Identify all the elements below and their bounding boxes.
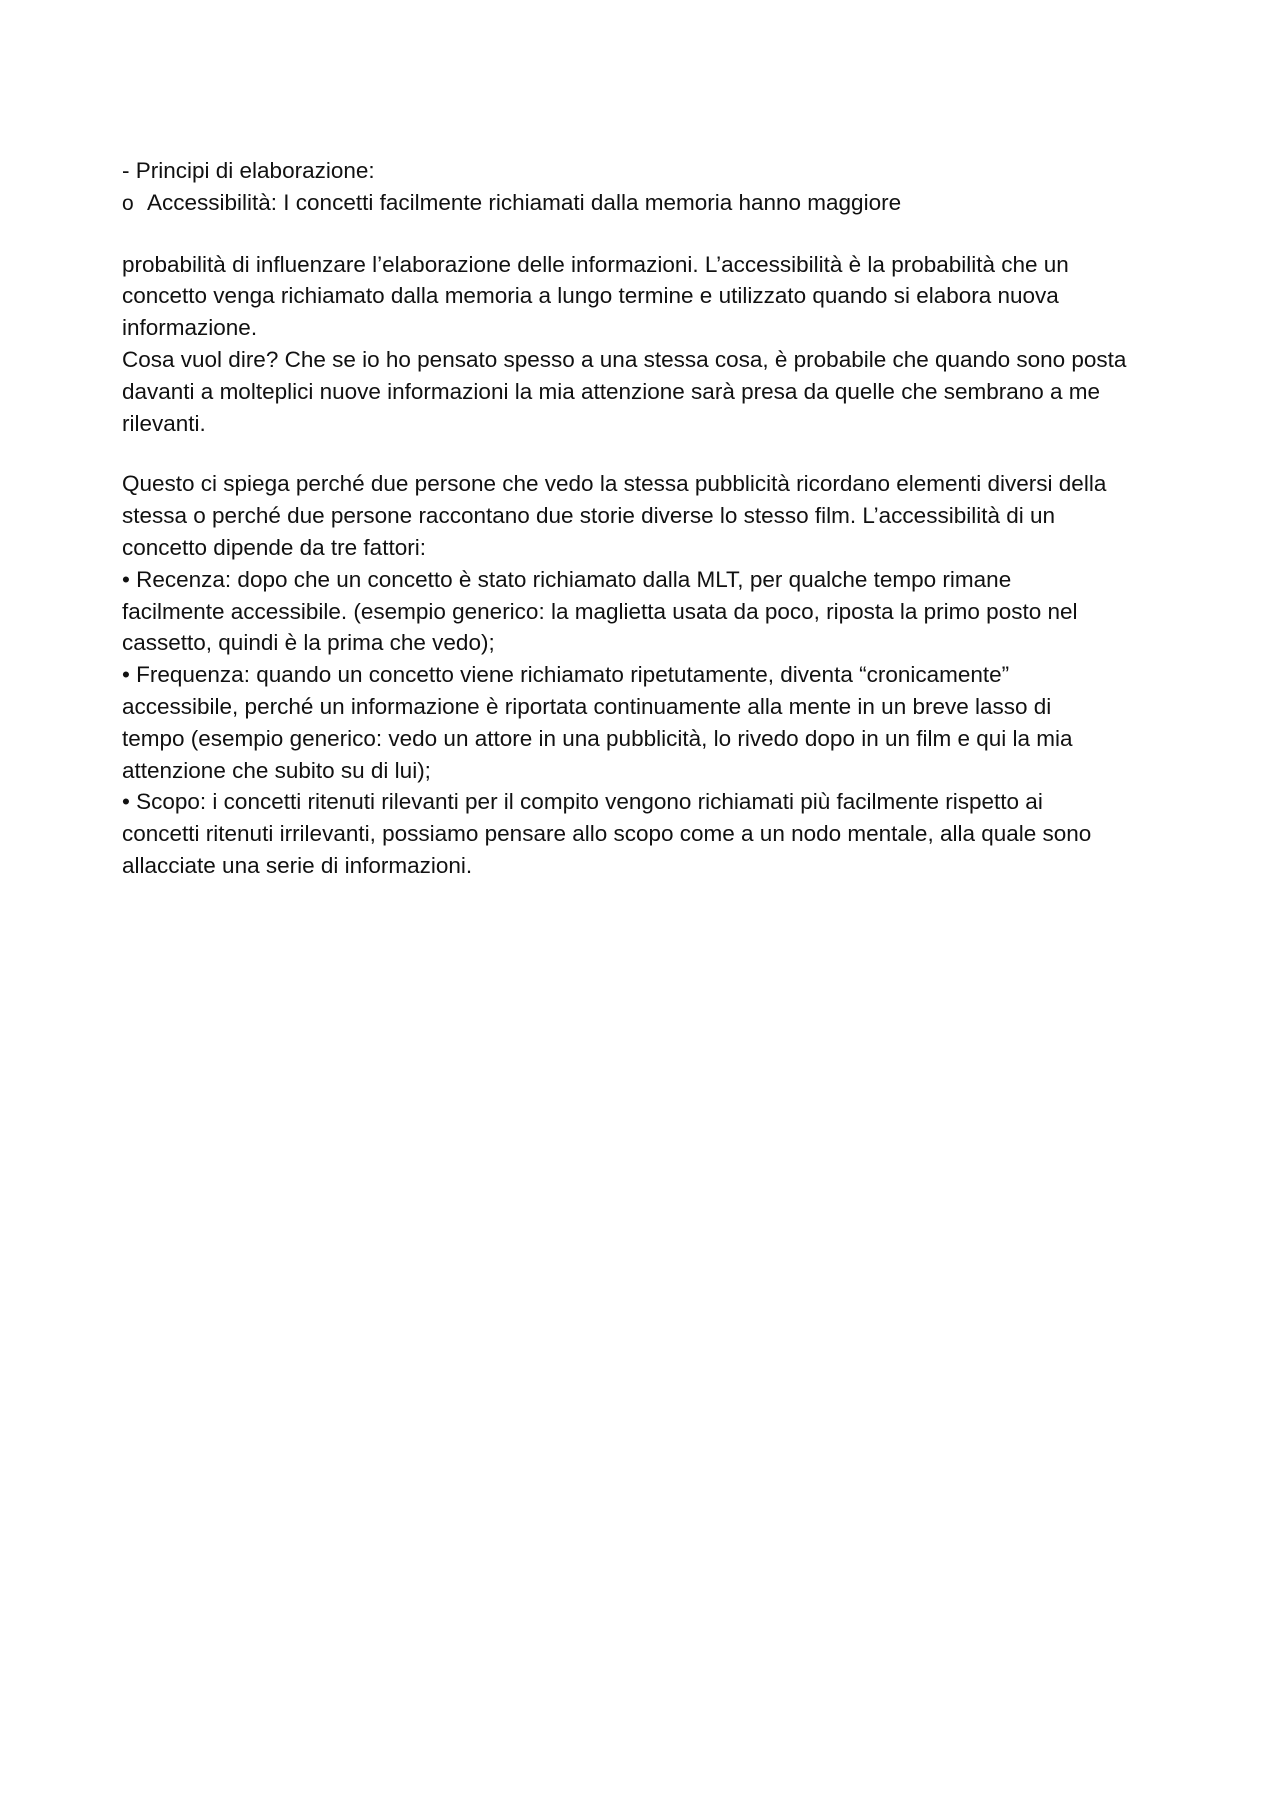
text-line: tempo (esempio generico: vedo un attore in una pubblicità, lo rivedo dopo in un film e qui la mia: [122, 725, 1073, 751]
text-line: stessa o perché due persone raccontano due storie diverse lo stesso film. L’accessibilità di un: [122, 503, 1056, 529]
text-line: Questo ci spiega perché due persone che vedo la stessa pubblicità ricordano elementi diversi della: [122, 471, 1107, 497]
text-line: • Recenza: dopo che un concetto è stato richiamato dalla MLT, per qualche tempo rimane: [122, 566, 1012, 592]
text-line: rilevanti.: [122, 410, 206, 436]
text-line: concetto dipende da tre fattori:: [122, 534, 426, 560]
text-line: Cosa vuol dire? Che se io ho pensato spesso a una stessa cosa, è probabile che quando sono posta: [122, 346, 1127, 372]
spacer: [122, 220, 1162, 249]
paragraph-accessibility-definition: [122, 249, 1162, 440]
factor-item-scopo: [122, 786, 1162, 881]
factor-item-recenza: [122, 564, 1162, 659]
document-page: [122, 155, 1162, 882]
sub-bullet-text: Accessibilità: I concetti facilmente richiamati dalla memoria hanno maggiore: [147, 189, 902, 215]
text-line: concetto venga richiamato dalla memoria a lungo termine e utilizzato quando si elabora nuova: [122, 283, 1059, 309]
text-line: concetti ritenuti irrilevanti, possiamo pensare allo scopo come a un nodo mentale, alla quale sono: [122, 821, 1092, 847]
text-line: accessibile, perché un informazione è riportata continuamente alla mente in un breve lasso di: [122, 693, 1052, 719]
text-line: davanti a molteplici nuove informazioni la mia attenzione sarà presa da quelle che sembrano a me: [122, 378, 1101, 404]
section-heading: - Principi di elaborazione:: [122, 158, 375, 183]
text-line: cassetto, quindi è la prima che vedo);: [122, 630, 495, 656]
text-line: probabilità di influenzare l’elaborazione delle informazioni. L’accessibilità è la probabilità che un: [122, 251, 1069, 277]
paragraph-explanation: [122, 468, 1162, 563]
text-line: • Frequenza: quando un concetto viene richiamato ripetutamente, diventa “cronicamente”: [122, 662, 1010, 688]
text-line: allacciate una serie di informazioni.: [122, 852, 473, 878]
sub-bullet-item: [122, 187, 1162, 220]
circle-bullet-icon: o: [122, 191, 134, 215]
text-line: • Scopo: i concetti ritenuti rilevanti per il compito vengono richiamati più facilmente rispetto ai: [122, 789, 1043, 815]
factor-item-frequenza: [122, 659, 1162, 786]
text-line: informazione.: [122, 315, 258, 341]
spacer: [122, 439, 1162, 468]
text-line: facilmente accessibile. (esempio generico: la maglietta usata da poco, riposta la primo posto nel: [122, 598, 1078, 624]
text-line: attenzione che subito su di lui);: [122, 757, 431, 783]
